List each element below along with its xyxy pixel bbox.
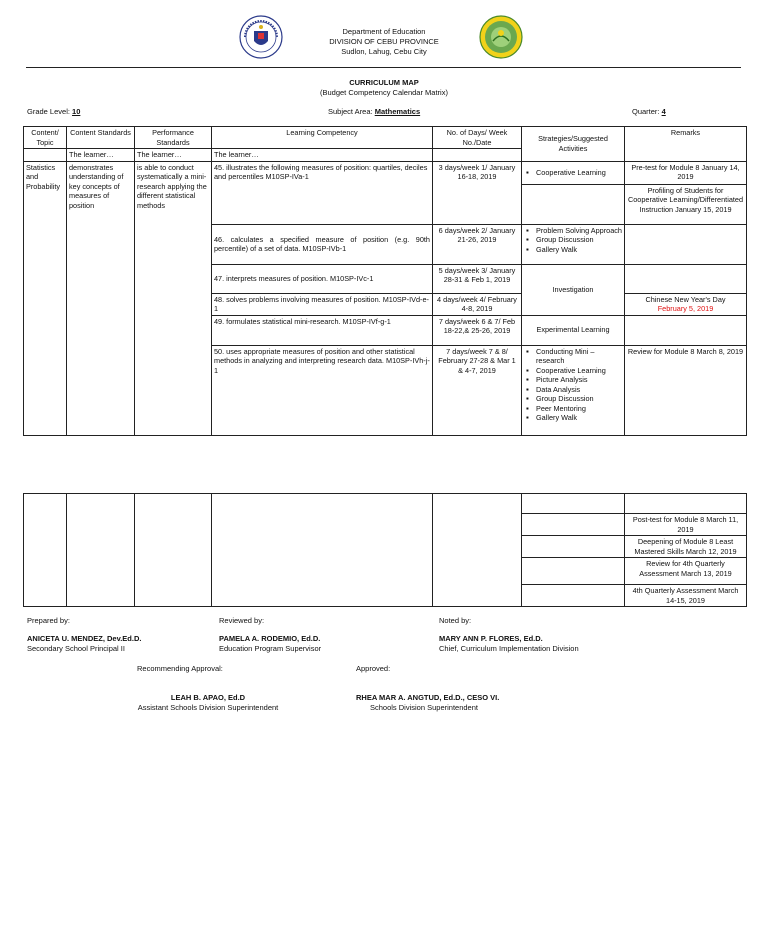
header-days: No. of Days/ Week No./Date <box>433 127 522 149</box>
strategy-50 <box>522 345 625 435</box>
reviewed-by-block <box>219 634 321 654</box>
reviewed-by-title: Education Program Supervisor <box>219 644 322 653</box>
grade-level-value: 10 <box>72 107 81 116</box>
remark-posttest: Post-test for Module 8 March 11, 2019 <box>625 514 747 536</box>
strategy-item: ▪ Gallery Walk <box>536 245 622 255</box>
header-address: Sudlon, Lahug, Cebu City <box>341 47 427 56</box>
blank-cell <box>522 585 625 607</box>
blank-cell <box>522 494 625 514</box>
competency-47: 47. interprets measures of position. M10SP-IVc-1 <box>212 264 433 293</box>
remark-quarterly-assessment: 4th Quarterly Assessment March 14-15, 2019 <box>625 585 747 607</box>
competency-45: 45. illustrates the following measures of position: quartiles, deciles and percentiles M10SP-IVa-1 <box>212 161 433 224</box>
page-title: CURRICULUM MAP <box>349 78 419 87</box>
competency-49: 49. formulates statistical mini-research. M10SP-IVf-g-1 <box>212 315 433 345</box>
prepared-by-title: Secondary School Principal II <box>27 644 125 653</box>
learner-label-ps: The learner… <box>135 149 212 162</box>
header-content-standards: Content Standards <box>67 127 135 149</box>
header-remarks: Remarks <box>625 127 747 162</box>
blank-cell <box>433 494 522 607</box>
reviewed-by-label: Reviewed by: <box>219 616 265 625</box>
deped-seal-logo <box>239 15 283 59</box>
learner-blank-cell <box>24 149 67 162</box>
approved-title: Schools Division Superintendent <box>370 703 478 712</box>
strategy-item: ▪ Conducting Mini – research <box>536 347 622 366</box>
header-department: Department of Education <box>342 27 426 36</box>
remark-48-text: Chinese New Year's Day <box>645 294 726 304</box>
subject-area-value: Mathematics <box>374 107 421 116</box>
quarter-label: Quarter: <box>632 107 662 116</box>
strategy-49: Experimental Learning <box>522 315 625 345</box>
recommending-block <box>137 693 279 713</box>
quarter <box>632 107 666 116</box>
days-48: 4 days/week 4/ February 4-8, 2019 <box>433 293 522 315</box>
days-47: 5 days/week 3/ January 28-31 & Feb 1, 2019 <box>433 264 522 293</box>
remark-deepening: Deepening of Module 8 Least Mastered Skills March 12, 2019 <box>625 536 747 558</box>
strategy-item: ▪ Picture Analysis <box>536 375 622 385</box>
header-content-topic: Content/ Topic <box>24 127 67 149</box>
approved-block <box>356 693 499 713</box>
blank-cell <box>212 494 433 607</box>
strategy-item: ▪ Gallery Walk <box>536 413 622 423</box>
remark-48 <box>625 293 747 315</box>
blank-cell <box>625 494 747 514</box>
quarter-value: 4 <box>661 107 666 116</box>
table-row <box>24 161 747 184</box>
strategy-46 <box>522 224 625 264</box>
remark-review: Review for 4th Quarterly Assessment March 13, 2019 <box>625 558 747 585</box>
recommending-title: Assistant Schools Division Superintendent <box>137 703 279 712</box>
approved-label: Approved: <box>356 664 391 673</box>
header-performance-standards: Performance Standards <box>135 127 212 149</box>
strategy-item: ▪ Data Analysis <box>536 385 622 395</box>
days-46: 6 days/week 2/ January 21-26, 2019 <box>433 224 522 264</box>
remark-48-date: February 5, 2019 <box>657 304 714 313</box>
blank-cell <box>522 558 625 585</box>
title-block <box>284 78 484 98</box>
remark-50: Review for Module 8 March 8, 2019 <box>625 345 747 435</box>
learner-label-lc: The learner… <box>212 149 433 162</box>
header-block <box>284 27 484 57</box>
days-49: 7 days/week 6 & 7/ Feb 18-22,& 25-26, 2019 <box>433 315 522 345</box>
competency-46: 46. calculates a specified measure of position (e.g. 90th percentile) of a set of data. M10SP-IVb-1 <box>212 224 433 264</box>
blank-cell <box>522 514 625 536</box>
blank-cell <box>24 494 67 607</box>
noted-by-label: Noted by: <box>439 616 472 625</box>
header-learning-competency: Learning Competency <box>212 127 433 149</box>
strategy-45-blank <box>522 184 625 224</box>
strategy-item: ▪ Cooperative Learning <box>536 366 622 376</box>
table-row <box>24 494 747 514</box>
competency-48: 48. solves problems involving measures of position. M10SP-IVd-e-1 <box>212 293 433 315</box>
table-header-row <box>24 127 747 149</box>
recommending-approval-label: Recommending Approval: <box>137 664 223 673</box>
header-divider <box>26 67 741 68</box>
competency-50: 50. uses appropriate measures of position and other statistical methods in analyzing and interpreting research data. M10SP-IVh-j-1 <box>212 345 433 435</box>
remark-49 <box>625 315 747 345</box>
subject-area <box>328 107 420 116</box>
prepared-by-name: ANICETA U. MENDEZ, Dev.Ed.D. <box>27 634 142 643</box>
prepared-by-block <box>27 634 141 654</box>
strategy-45 <box>522 161 625 184</box>
topic-cell: Statistics and Probability <box>24 161 67 435</box>
assessment-table <box>23 493 747 607</box>
content-standard-cell: demonstrates understanding of key concepts of measures of position <box>67 161 135 435</box>
strategy-item: ▪ Cooperative Learning <box>536 168 622 178</box>
subject-area-label: Subject Area: <box>328 107 375 116</box>
page-subtitle: (Budget Competency Calendar Matrix) <box>320 88 448 97</box>
cebu-province-seal-logo <box>479 15 523 59</box>
noted-by-block <box>439 634 579 654</box>
remark-45b: Profiling of Students for Cooperative Learning/Differentiated Instruction January 15, 2019 <box>625 184 747 224</box>
performance-standard-cell: is able to conduct systematically a mini-research applying the different statistical methods <box>135 161 212 435</box>
days-45: 3 days/week 1/ January 16-18, 2019 <box>433 161 522 224</box>
blank-cell <box>67 494 135 607</box>
learner-days-blank <box>433 149 522 162</box>
blank-cell <box>522 536 625 558</box>
approved-name: RHEA MAR A. ANGTUD, Ed.D., CESO VI. <box>356 693 500 702</box>
strategy-47-48: Investigation <box>522 264 625 315</box>
noted-by-name: MARY ANN P. FLORES, Ed.D. <box>439 634 543 643</box>
reviewed-by-name: PAMELA A. RODEMIO, Ed.D. <box>219 634 321 643</box>
strategy-item: ▪ Peer Mentoring <box>536 404 622 414</box>
remark-46 <box>625 224 747 264</box>
noted-by-title: Chief, Curriculum Implementation Division <box>439 644 579 653</box>
prepared-by-label: Prepared by: <box>27 616 70 625</box>
header-division: DIVISION OF CEBU PROVINCE <box>329 37 439 46</box>
strategy-item: ▪ Group Discussion <box>536 235 622 245</box>
learner-label-cs: The learner… <box>67 149 135 162</box>
header-strategies: Strategies/Suggested Activities <box>522 127 625 162</box>
grade-level-label: Grade Level: <box>27 107 73 116</box>
remark-45a: Pre-test for Module 8 January 14, 2019 <box>625 161 747 184</box>
strategy-item: ▪ Problem Solving Approach <box>536 226 622 236</box>
blank-cell <box>135 494 212 607</box>
strategy-item: ▪ Group Discussion <box>536 394 622 404</box>
recommending-name: LEAH B. APAO, Ed.D <box>170 693 246 702</box>
curriculum-map-table <box>23 126 747 436</box>
days-50: 7 days/week 7 & 8/ February 27-28 & Mar 1 & 4-7, 2019 <box>433 345 522 435</box>
remark-47 <box>625 264 747 293</box>
grade-level <box>27 107 80 116</box>
